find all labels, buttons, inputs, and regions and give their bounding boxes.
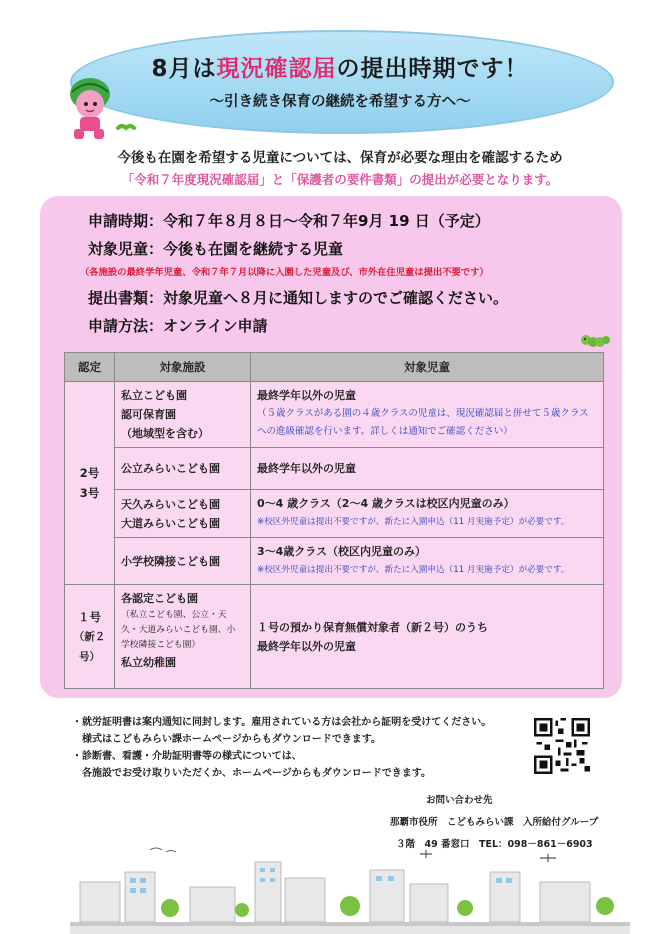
table-row	[65, 448, 604, 490]
contact-info: お問い合わせ先 那覇市役所 こどもみらい課 入所給付グループ ３階 49 番窓口 TEL：098－861－6903	[390, 795, 599, 850]
eligibility-table	[64, 352, 604, 689]
target-children: 対象児童：今後も在園を継続する児童	[88, 240, 344, 258]
footer-notes: ・就労証明書は案内通知に同封します。雇用されている方は会社から証明を受けてください。 様式はこどもみらい課ホームページからもダウンロードできます。 ・診断書、看護・介助証明書等の様式については、 各施設でお受け取りいただくか、ホームページからもダウンロードできます。	[72, 717, 492, 779]
intro-line-1: 今後も在園を希望する児童については、保育が必要な理由を確認するため	[117, 150, 563, 166]
application-period: 申請時期：令和７年８月８日～令和７年9月 19 日（予定）	[88, 212, 490, 230]
facility-cell: 私立こども園 認可保育園 （地域型を含む）	[115, 382, 251, 448]
table-header-row	[65, 353, 604, 382]
col-header-certification: 認定	[65, 353, 115, 382]
submission-documents: 提出書類：対象児童へ８月に通知しますのでご確認ください。	[88, 289, 509, 307]
page-subtitle: ～引き続き保育の継続を希望する方へ～	[209, 94, 471, 110]
target-cell: 3～4歳クラス（校区内児童のみ） ※校区外児童は提出不要ですが、新たに入園申込（11 月実施予定）が必要です。	[251, 538, 604, 585]
target-cell: １号の預かり保育無償対象者（新２号）のうち 最終学年以外の児童	[251, 585, 604, 689]
col-header-target: 対象児童	[251, 353, 604, 382]
caterpillar-icon	[580, 330, 610, 348]
page-title: 8月は現況確認届の提出時期です！	[151, 56, 529, 82]
category-2-3: 2号 3号	[65, 382, 115, 585]
target-cell: 0～4 歳クラス（2～4 歳クラスは校区内児童のみ） ※校区外児童は提出不要ですが、新たに入園申込（11 月実施予定）が必要です。	[251, 490, 604, 538]
facility-cell: 小学校隣接こども園	[115, 538, 251, 585]
category-1: １号 （新２号）	[65, 585, 115, 689]
exemption-note: （各施設の最終学年児童、令和７年７月以降に入園した児童及び、市外在住児童は提出不要です）	[80, 267, 489, 278]
application-method: 申請方法：オンライン申請	[88, 317, 268, 335]
table-row	[65, 585, 604, 689]
facility-cell: 公立みらいこども園	[115, 448, 251, 490]
intro-line-2: 「令和７年度現況確認届」と「保護者の要件書類」の提出が必要となります。	[121, 172, 559, 187]
table-row	[65, 538, 604, 585]
col-header-facility: 対象施設	[115, 353, 251, 382]
city-skyline-illustration	[70, 842, 630, 934]
table-row	[65, 382, 604, 448]
target-cell: 最終学年以外の児童 （５歳クラスがある園の４歳クラスの児童は、現況確認届と併せて５歳クラスへの進級確認を行います。詳しくは通知でご確認ください）	[251, 382, 604, 448]
facility-cell: 天久みらいこども園 大道みらいこども園	[115, 490, 251, 538]
mascot-girl-icon	[62, 72, 140, 142]
facility-cell: 各認定こども園 （私立こども園、公立・天久・大道みらいこども園、小学校隣接こども園） 私立幼稚園	[115, 585, 251, 689]
table-row	[65, 490, 604, 538]
qr-code-icon[interactable]	[534, 718, 590, 774]
target-cell: 最終学年以外の児童	[251, 448, 604, 490]
